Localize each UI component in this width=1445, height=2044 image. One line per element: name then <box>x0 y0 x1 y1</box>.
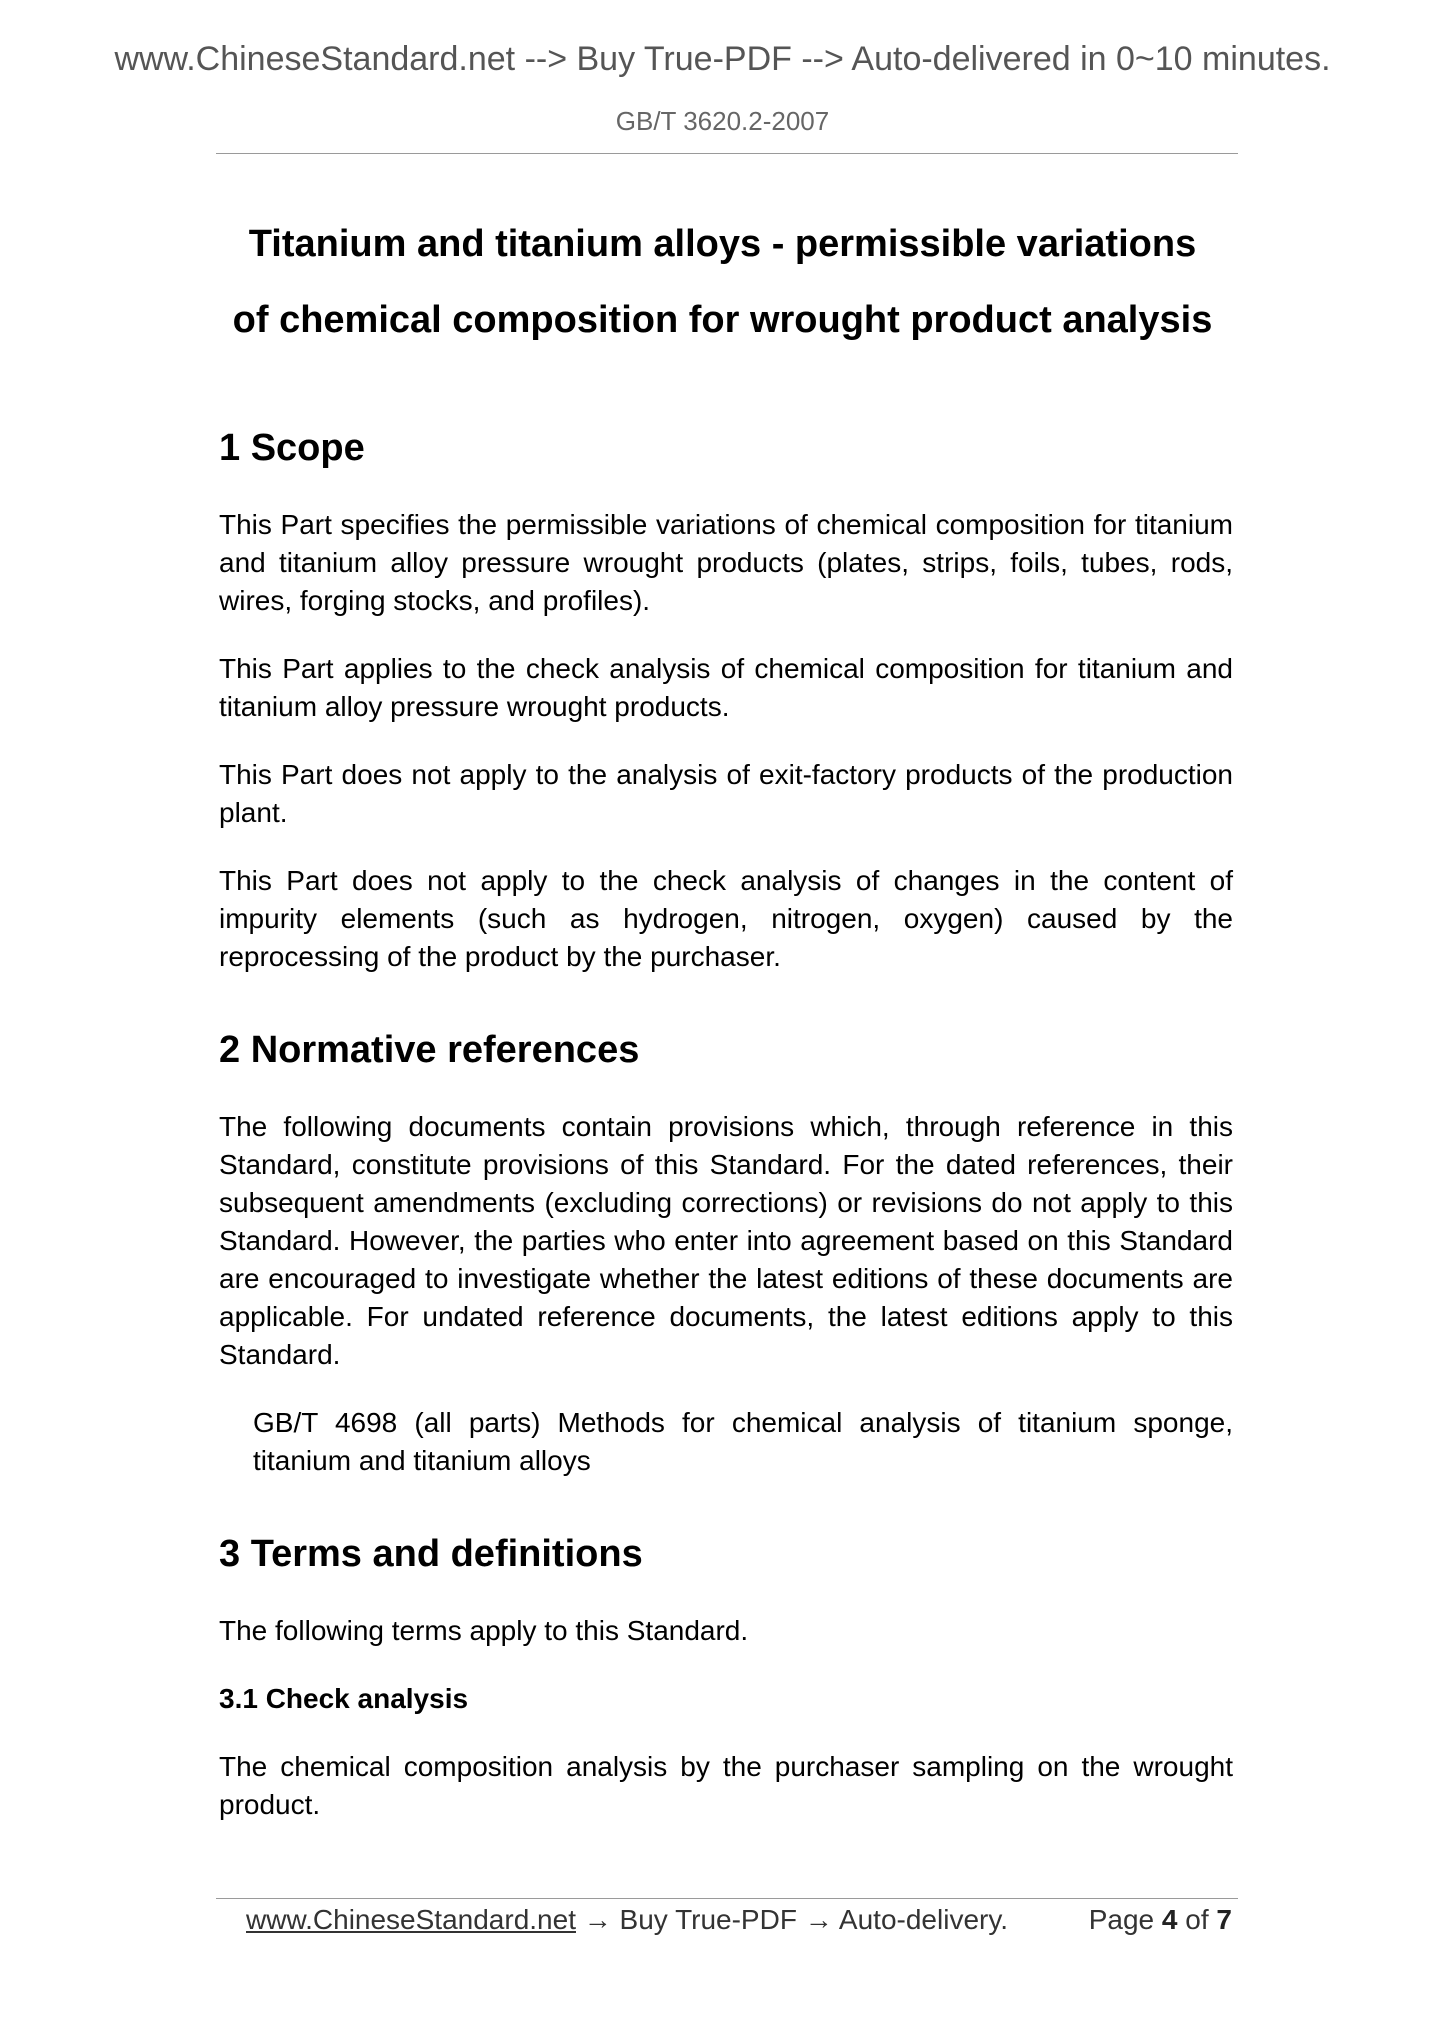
page-total: 7 <box>1216 1904 1232 1935</box>
section-heading-scope: 1 Scope <box>219 427 365 469</box>
top-banner: www.ChineseStandard.net --> Buy True-PDF --> Auto-delivered in 0~10 minutes. <box>114 40 1331 78</box>
scope-paragraph-2: This Part applies to the check analysis of chemical composition for titanium and titanium alloy pressure wrought products. <box>219 653 1233 722</box>
standard-code: GB/T 3620.2-2007 <box>615 106 830 136</box>
page-label: Page <box>1088 1904 1155 1935</box>
normative-paragraph-1: The following documents contain provisions which, through reference in this Standard, constitute provisions of this Standard. For the dated references, their subsequent amendments (excluding corrections) or revisions do not apply to this Standard. However, the parties who enter into agreement based on this Standard are encouraged to investigate whether the latest editions of these documents are applicable. For undated reference documents, the latest editions apply to this Standard. <box>219 1111 1233 1370</box>
scope-paragraph-4: This Part does not apply to the check analysis of changes in the content of impurity elements (such as hydrogen, nitrogen, oxygen) caused by the reprocessing of the product by the purchaser. <box>219 865 1233 972</box>
document-body <box>219 420 1233 1824</box>
header-divider <box>216 153 1238 154</box>
document-title-line-2: of chemical composition for wrought product analysis <box>232 299 1213 341</box>
page-number <box>1089 1900 1232 1940</box>
footer-site-link[interactable]: www.ChineseStandard.net <box>246 1904 576 1935</box>
scope-paragraph-3: This Part does not apply to the analysis of exit-factory products of the production plant. <box>219 759 1233 828</box>
normative-reference-item: GB/T 4698 (all parts) Methods for chemical analysis of titanium sponge, titanium and titanium alloys <box>253 1407 1233 1476</box>
scope-paragraph-1: This Part specifies the permissible variations of chemical composition for titanium and titanium alloy pressure wrought products (plates, strips, foils, tubes, rods, wires, forging stocks, and profiles). <box>219 509 1233 616</box>
document-title <box>190 206 1255 358</box>
subsection-heading-check-analysis: 3.1 Check analysis <box>219 1683 469 1714</box>
footer-delivery-text: → Buy True-PDF → Auto-delivery. <box>575 1904 1009 1935</box>
terms-paragraph-1: The following terms apply to this Standard. <box>219 1615 749 1646</box>
footer-divider <box>216 1898 1238 1899</box>
page-of: of <box>1185 1904 1209 1935</box>
section-heading-normative-references: 2 Normative references <box>219 1029 640 1071</box>
document-title-line-1: Titanium and titanium alloys - permissible variations <box>248 223 1197 265</box>
page-footer <box>246 1900 1238 1940</box>
page-current: 4 <box>1161 1904 1178 1935</box>
check-analysis-definition: The chemical composition analysis by the purchaser sampling on the wrought product. <box>219 1751 1233 1820</box>
section-heading-terms: 3 Terms and definitions <box>219 1533 643 1575</box>
